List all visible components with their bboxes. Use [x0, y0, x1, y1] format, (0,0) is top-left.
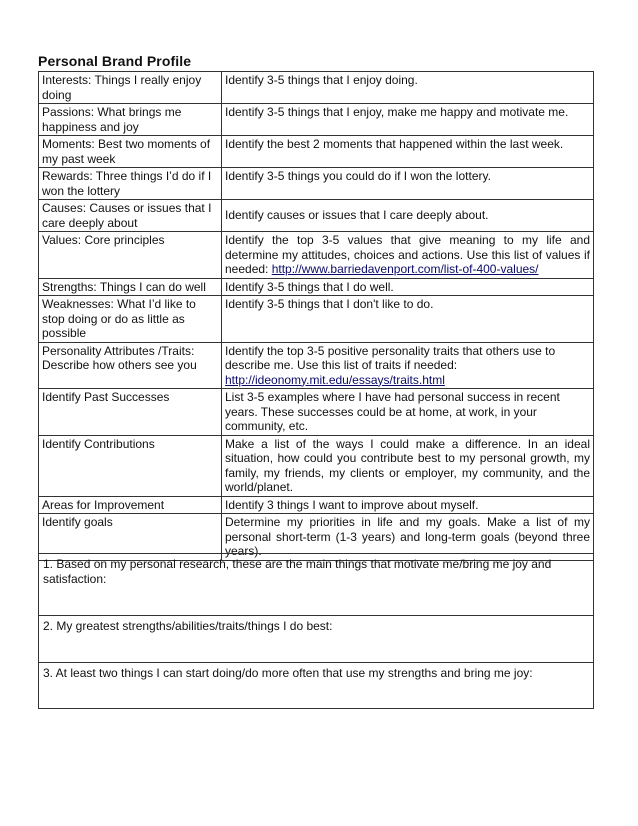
row-value-moments: Identify the best 2 moments that happened within the last week.: [222, 136, 594, 168]
question-1[interactable]: 1. Based on my personal research, these are the main things that motivate me/bring me joy and satisfaction:: [39, 554, 594, 616]
row-value-strengths: Identify 3-5 things that I do well.: [222, 278, 594, 296]
table-row: [39, 72, 594, 104]
row-label-contributions: Identify Contributions: [39, 435, 222, 496]
row-value-causes: Identify causes or issues that I care deeply about.: [222, 200, 594, 232]
row-label-causes: Causes: Causes or issues that I care deeply about: [39, 200, 222, 232]
traits-list-link[interactable]: http://ideonomy.mit.edu/essays/traits.html: [225, 372, 445, 387]
values-list-link[interactable]: http://www.barriedavenport.com/list-of-400-values/: [271, 262, 539, 276]
question-row: [39, 616, 594, 663]
row-label-values: Values: Core principles: [39, 232, 222, 279]
question-2[interactable]: 2. My greatest strengths/abilities/traits/things I do best:: [39, 616, 594, 663]
page-title: Personal Brand Profile: [38, 53, 192, 69]
table-row: [39, 435, 594, 496]
table-row: [39, 342, 594, 389]
row-label-traits: Personality Attributes /Traits: Describe how others see you: [39, 342, 222, 389]
traits-text: Identify the top 3-5 positive personality traits that others use to describe me. Use this list of traits if needed:: [225, 343, 556, 372]
table-row: [39, 104, 594, 136]
row-value-contributions: Make a list of the ways I could make a difference. In an ideal situation, how could you contribute best to my personal growth, my family, my friends, my clients or employer, my community, and the world/planet.: [222, 435, 594, 496]
row-value-rewards: Identify 3-5 things you could do if I won the lottery.: [222, 168, 594, 200]
row-value-improvement: Identify 3 things I want to improve about myself.: [222, 496, 594, 514]
profile-table: [38, 71, 594, 561]
row-value-passions: Identify 3-5 things that I enjoy, make me happy and motivate me.: [222, 104, 594, 136]
row-label-rewards: Rewards: Three things I’d do if I won the lottery: [39, 168, 222, 200]
row-label-goals: Identify goals: [39, 514, 222, 561]
row-value-goals: Determine my priorities in life and my goals. Make a list of my personal short-term (1-3 years) and long-term goals (beyond three years).: [222, 514, 594, 561]
table-row: [39, 496, 594, 514]
row-label-passions: Passions: What brings me happiness and joy: [39, 104, 222, 136]
row-value-successes: List 3-5 examples where I have had personal success in recent years. These successes could be at home, at work, in your community, etc.: [222, 389, 594, 436]
row-value-values: [222, 232, 594, 279]
table-row: [39, 296, 594, 343]
values-text: Identify the top 3-5 values that give meaning to my life and determine my attitudes, choices and actions. Use this list of values if needed:: [225, 233, 590, 276]
table-row: [39, 136, 594, 168]
table-row: [39, 200, 594, 232]
table-row: [39, 168, 594, 200]
table-row: [39, 232, 594, 279]
question-row: [39, 663, 594, 709]
row-value-interests: Identify 3-5 things that I enjoy doing.: [222, 72, 594, 104]
row-value-traits: [222, 342, 594, 389]
question-row: [39, 554, 594, 616]
questions-table: [38, 553, 594, 709]
row-value-weaknesses: Identify 3-5 things that I don't like to do.: [222, 296, 594, 343]
row-label-improvement: Areas for Improvement: [39, 496, 222, 514]
row-label-interests: Interests: Things I really enjoy doing: [39, 72, 222, 104]
table-row: [39, 278, 594, 296]
row-label-successes: Identify Past Successes: [39, 389, 222, 436]
row-label-weaknesses: Weaknesses: What I’d like to stop doing or do as little as possible: [39, 296, 222, 343]
table-row: [39, 389, 594, 436]
row-label-strengths: Strengths: Things I can do well: [39, 278, 222, 296]
question-3[interactable]: 3. At least two things I can start doing/do more often that use my strengths and bring me joy:: [39, 663, 594, 709]
row-label-moments: Moments: Best two moments of my past week: [39, 136, 222, 168]
